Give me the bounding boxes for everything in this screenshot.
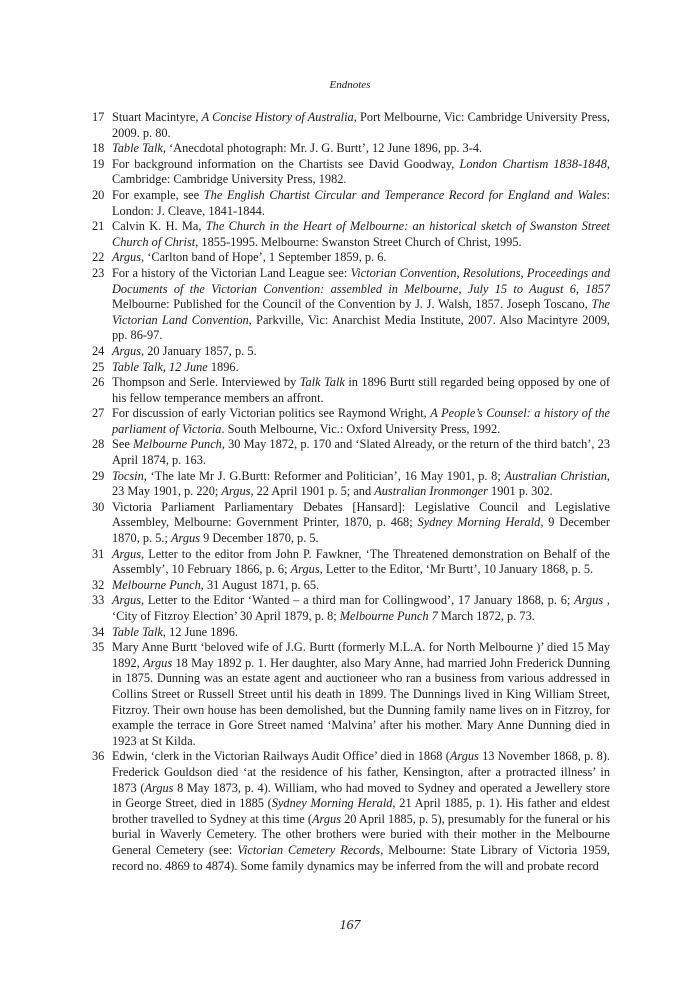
endnote-text-run: For discussion of early Victorian politics see Raymond Wright, <box>112 406 431 421</box>
endnote-text-run: 20 April 1885, p. 5), presumably for the funeral or his burial in Waverly Cemetery. The other brothers were buried with their mother in the Melbourne General Cemetery (see: <box>112 811 610 857</box>
endnote-text-run: For background information on the Chartists see David Goodway, <box>112 156 460 171</box>
endnote-text-run: 13 November 1868, p. 8). Frederick Gouldson died ‘at the residence of his father, Kensington, after a protracted illness’ in 1873 ( <box>112 749 611 795</box>
endnote <box>92 578 610 594</box>
endnote-title-italic: Sydney Morning Herald <box>271 796 393 811</box>
endnote-title-italic: Table Talk, 12 June <box>112 359 208 374</box>
endnote-title-italic: Argus <box>112 343 142 358</box>
endnote <box>92 360 610 376</box>
endnote-title-italic: Victorian Convention, Resolutions, Proceedings and Documents of the Victorian Convention: assembled in Melbourne, July 15 to August 6, 1857 <box>112 265 611 296</box>
endnote-text-run: , 23 May 1901, p. 220; <box>112 468 611 499</box>
endnote-text-run: Stuart Macintyre, <box>112 110 202 124</box>
endnote-text-run: 18 May 1892 p. 1. Her daughter, also Mary Anne, had married John Frederick Dunning in 1875. Dunning was an estate agent and auctioneer who ran a business from various addressed in Collins Street or Russell Street until his death in 1899. The Dunnings lived in King William Street, Fitzroy. Their own house has been demolished, but the Dunning family name lives on in Fitzroy, for example the terrace in Gore Street named ‘Malvina’ after his mother. Mary Anne Dunning died in 1923 at St Kilda. <box>112 655 611 748</box>
endnote <box>92 547 610 578</box>
endnote-number: 35 <box>92 640 105 655</box>
endnote-title-italic: Australian Ironmonger <box>374 484 488 499</box>
endnote-text <box>112 110 610 140</box>
endnote-text <box>112 344 257 358</box>
endnote-text <box>112 141 482 155</box>
endnote-text-run: 1896. <box>207 359 239 374</box>
endnote-text-run: 1901 p. 302. <box>487 484 553 499</box>
endnote-title-italic: Australian Christian <box>504 468 607 483</box>
endnote-text <box>112 500 610 545</box>
endnote-text-run: , 12 June 1896. <box>162 624 238 639</box>
endnote-text <box>112 593 610 623</box>
endnote-text <box>112 219 610 249</box>
endnote <box>92 250 610 266</box>
endnote <box>92 406 610 437</box>
endnote-text-run: See <box>112 437 133 452</box>
endnote-text-run: , Melbourne: State Library of Victoria 1959, record no. 4869 to 4874). Some family dynamics may be inferred from the will and probate record <box>112 842 610 873</box>
endnote-text-run: Edwin, ‘clerk in the Victorian Railways Audit Office’ died in 1868 ( <box>112 749 450 764</box>
endnote-text <box>112 406 610 436</box>
endnote-text <box>112 437 610 467</box>
endnote-title-italic: Table Talk <box>112 141 163 156</box>
endnote-number: 19 <box>92 156 105 171</box>
endnote-title-italic: Argus <box>221 484 251 499</box>
endnote <box>92 110 610 141</box>
endnote-title-italic: Tocsin <box>112 468 144 483</box>
endnote-text-run: , ‘The late Mr J. G.Burtt: Reformer and Politician’, 16 May 1901, p. 8; <box>143 468 505 483</box>
endnote-title-italic: Argus <box>143 655 173 670</box>
endnote-title-italic: Argus <box>144 780 174 795</box>
page-number: 167 <box>339 918 361 933</box>
endnote-title-italic: Argus <box>311 811 342 826</box>
endnote-number: 17 <box>92 110 105 124</box>
endnote-text-run: in 1896 Burtt still regarded being opposed by one of his fellow temperance members an affront. <box>112 375 610 405</box>
endnote-title-italic: Victorian Cemetery Records <box>237 842 381 857</box>
endnote-number: 22 <box>92 250 105 265</box>
endnote-title-italic: Sydney Morning Herald <box>417 515 541 530</box>
endnote-text-run: , 1855-1995. Melbourne: Swanston Street Church of Christ, 1995. <box>195 234 522 249</box>
endnote-text <box>112 625 238 639</box>
endnote-text <box>112 360 239 374</box>
endnote-text-run: , Cambridge: Cambridge University Press, 1982. <box>112 156 610 187</box>
endnote-text-run: For a history of the Victorian Land League see: <box>112 265 351 280</box>
endnote-text-run: , Letter to the editor from John P. Fawkner, ‘The Threatened demonstration on Behalf of the Assembly’, 10 February 1866, p. 6; <box>112 546 610 577</box>
endnote <box>92 157 610 188</box>
endnote-text <box>112 640 610 748</box>
endnote-text <box>112 266 610 342</box>
endnote-text <box>112 547 610 577</box>
endnote-text-run: Victoria Parliament Parliamentary Debates [Hansard]: Legislative Council and Legislative Assembley, Melbourne: Government Printer, 1870, p. 468; <box>112 499 610 530</box>
endnote-title-italic: Talk Talk <box>299 375 345 390</box>
endnote-title-italic: A People’s Counsel: a history of the parliament of Victoria <box>112 406 611 436</box>
endnote-number: 30 <box>92 499 105 514</box>
endnote-title-italic: Argus <box>112 546 142 561</box>
endnote-title-italic: Argus <box>449 749 479 764</box>
endnote-number: 27 <box>92 406 105 421</box>
endnote <box>92 469 610 500</box>
endnote-text-run: Letter to the Editor ‘Wanted – a third man for Collingwood’, 17 January 1868, p. 6; <box>144 593 575 608</box>
endnote-number: 32 <box>92 577 105 592</box>
endnotes-list <box>92 110 610 874</box>
endnote-text-run: Thompson and Serle. Interviewed by <box>112 375 300 390</box>
endnote <box>92 625 610 641</box>
endnote-number: 20 <box>92 187 105 202</box>
endnote <box>92 266 610 344</box>
endnote-title-italic: Argus, <box>112 593 145 608</box>
endnote-number: 31 <box>92 546 105 561</box>
endnote-text <box>112 375 610 405</box>
endnote <box>92 640 610 749</box>
endnote <box>92 219 610 250</box>
endnote-text <box>112 469 610 499</box>
endnote <box>92 500 610 547</box>
endnote-text-run: , ‘Anecdotal photograph: Mr. J. G. Burtt’, 12 June 1896, pp. 3-4. <box>162 141 483 156</box>
endnote-text-run: , 31 August 1871, p. 65. <box>200 577 320 592</box>
running-head: Endnotes <box>329 79 371 91</box>
endnote-text-run: Mary Anne Burtt ‘beloved wife of J.G. Burtt (formerly M.L.A. for North Melbourne )’ died 15 May 1892, <box>112 640 610 670</box>
endnote-text-run: Calvin K. H. Ma, <box>112 219 206 234</box>
endnote-text-run: , 20 January 1857, p. 5. <box>141 343 257 358</box>
endnote-text-run: 8 May 1873, p. 4). William, who had moved to Sydney and operated a Jewellery store in George Street, died in 1885 ( <box>112 780 610 811</box>
endnote-title-italic: Argus <box>574 593 604 608</box>
endnote-number: 24 <box>92 343 105 358</box>
endnote-title-italic: Melbourne Punch 7 <box>339 609 438 623</box>
endnote-title-italic: Argus <box>112 250 142 265</box>
endnote-title-italic: London Chartism 1838-1848 <box>459 156 607 171</box>
endnote-text-run: , Parkville, Vic: Anarchist Media Institute, 2007. Also Macintyre 2009, pp. 86-97. <box>112 312 610 343</box>
endnote-text-run: , 21 April 1885, p. 1). His father and eldest brother travelled to Sydney at this time ( <box>112 796 610 826</box>
endnote-title-italic: Melbourne Punch <box>112 577 201 592</box>
endnote-number: 28 <box>92 437 105 452</box>
endnote <box>92 593 610 624</box>
endnote-number: 34 <box>92 624 105 639</box>
endnote-text-run: . South Melbourne, Vic.: Oxford University Press, 1992. <box>221 421 501 436</box>
endnote-text-run: 9 December 1870, p. 5. <box>200 531 319 546</box>
endnote-text-run: , 22 April 1901 p. 5; and <box>250 484 375 499</box>
endnote-title-italic: The Victorian Land Convention <box>112 297 610 327</box>
endnote-number: 23 <box>92 265 105 280</box>
endnote-text <box>112 157 610 187</box>
endnote-text <box>112 250 387 264</box>
endnote-text-run: : London: J. Cleave, 1841-1844. <box>112 187 610 218</box>
endnote-text-run: , Letter to the Editor, ‘Mr Burtt’, 10 January 1868, p. 5. <box>319 562 594 577</box>
endnote <box>92 141 610 157</box>
endnote-title-italic: Argus <box>290 562 320 577</box>
endnote <box>92 437 610 468</box>
endnote-number: 36 <box>92 749 105 764</box>
endnote-text-run: , ‘City of Fitzroy Election’ 30 April 1879, p. 8; <box>112 593 610 623</box>
endnote-title-italic: The English Chartist Circular and Temperance Record for England and Wales <box>203 187 607 202</box>
endnote-text-run: , Port Melbourne, Vic: Cambridge University Press, 2009. p. 80. <box>112 110 610 140</box>
endnote-title-italic: Melbourne Punch <box>133 437 222 452</box>
endnote-title-italic: The Church in the Heart of Melbourne: an historical sketch of Swanston Street Church of Christ <box>112 219 610 249</box>
endnote-title-italic: Argus <box>170 531 201 546</box>
endnote-text <box>112 578 319 592</box>
endnote-number: 18 <box>92 141 105 156</box>
endnote-text <box>112 188 610 218</box>
endnote-text-run: March 1872, p. 73. <box>437 609 535 623</box>
endnote-number: 25 <box>92 359 105 374</box>
endnote <box>92 375 610 406</box>
endnote-text-run: Melbourne: Published for the Council of the Convention by J. J. Walsh, 1857. Joseph Toscano, <box>112 297 592 312</box>
endnote <box>92 344 610 360</box>
endnote-number: 33 <box>92 593 105 608</box>
endnote-text-run: For example, see <box>112 187 204 202</box>
endnote-text-run: , ‘Carlton band of Hope’, 1 September 1859, p. 6. <box>141 250 387 265</box>
endnote <box>92 749 610 874</box>
endnote-title-italic: Table Talk <box>112 624 163 639</box>
endnote-number: 29 <box>92 468 105 483</box>
endnote-number: 26 <box>92 375 105 390</box>
endnote-text <box>112 749 610 872</box>
endnote-text-run: , 9 December 1870, p. 5.; <box>112 515 611 546</box>
endnote-text-run: , 30 May 1872, p. 170 and ‘Slated Already, or the return of the third batch’, 23 April 1874, p. 163. <box>112 437 611 468</box>
endnote <box>92 188 610 219</box>
endnote-title-italic: A Concise History of Australia <box>201 110 354 124</box>
endnote-number: 21 <box>92 219 105 234</box>
